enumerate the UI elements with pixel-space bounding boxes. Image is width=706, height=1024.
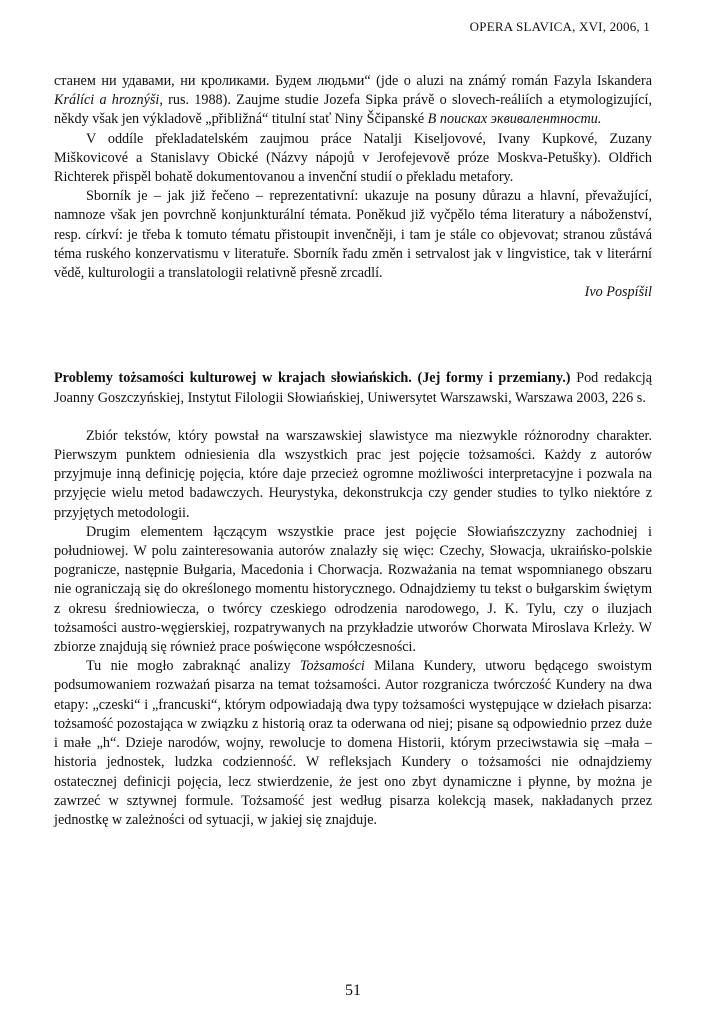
text-run: rus. 1988). Zaujme studie Jozefa Sipka právě o slovech-reáliích a etymologizující, někdy však jen výkladově „přibližná“ titulní stať Niny Ščipanské [54, 92, 652, 128]
review2-book-title: Problemy tożsamości kulturowej w krajach słowiańskich. (Jej formy i przemiany.) [54, 370, 571, 387]
book-title-italic: Králíci a hroznýši, [54, 92, 163, 109]
review2-paragraph-1: Zbiór tekstów, który powstał na warszawskiej slawistyce ma niezwykle różnorodny charakter. Pierwszym punktem odniesienia dla wszystkich prac jest pojęcie tożsamości. Każdy z autorów przyjmuje inną definicję pojęcia, które daje przecież ogromne możliwości interpretacyjne i pozwala na przyjęcie wielu metod badawczych. Heurystyka, dekonstrukcja czy gender studies to tylko niektóre z przyjętych metodologii. [54, 427, 652, 521]
study-title-italic: В поисках эквивалентности. [427, 111, 602, 128]
text-run: Milana Kundery, utworu będącego swoistym podsumowaniem rozważań pisarza na temat tożsamości. Autor rozgranicza twórczość Kundery na dwa etapy: „czeski“ i „francuski“, którym odpowiadają dwa typy tożsamości występujące w dziełach pisarza: tożsamość pozostająca w związku z historią oraz ta oderwana od niej; pisane są odpowiednio przez duże i małe „h“. Dzieje narodów, wojny, rewolucje to domena Historii, którym przeciwstawia się –mała – historia jednostek, ludzka codzienność. W refleksjach Kundery o tożsamości nie odnajdziemy ostatecznej definicji pojęcia, lecz stwierdzenie, że jest ono zbyt dynamiczne i płynne, by można je zawrzeć w sztywnej formule. Tożsamość jest według pisarza kolekcją masek, nakładanych przez jednostkę w zależności od sytuacji, w jakiej się znajduje. [54, 658, 652, 828]
review1-signature: Ivo Pospíšil [584, 284, 652, 301]
review2-paragraph-2: Drugim elementem łączącym wszystkie prace jest pojęcie Słowiańszczyzny zachodniej i południowej. W polu zainteresowania autorów znalazły się więc: Czechy, Słowacja, ukraińsko-polskie pogranicze, następnie Bułgaria, Macedonia i Chorwacja. Rozważania na temat wspomnianego obszaru nie ograniczają się do określonego momentu historycznego. Odnajdziemy tu tekst o bułgarskim świętym z okresu średniowiecza, o twórcy czeskiego odrodzenia narodowego, J. K. Tylu, czy o iluzjach tożsamości austro-węgierskiej, rozpatrywanych na przykładzie utworów Chorwata Miroslava Krleży. W zbiorze znajdują się również prace poświęcone współczesności. [54, 523, 652, 656]
running-header: OPERA SLAVICA, XVI, 2006, 1 [469, 19, 650, 34]
review1-paragraph-1 [54, 72, 652, 130]
review2-bibliographic-info: Pod redakcją Joanny Goszczyńskiej, Instytut Filologii Słowiańskiej, Uniwersytet Warszawski, Warszawa 2003, 226 s. [54, 370, 653, 406]
book-title-italic: Tożsamości [299, 658, 365, 675]
review1-paragraph-2: V oddíle překladatelském zaujmou práce Natalji Kiseljovové, Ivany Kupkové, Zuzany Miškovicové a Stanislavy Obické (Názvy nápojů v Jerofejevově próze Moskva-Petušky). Oldřich Richterek přispěl bohatě dokumentovanou a invenční studií o překladu metafory. [54, 130, 652, 186]
page-body [54, 72, 652, 830]
review1-paragraph-3: Sborník je – jak již řečeno – reprezentativní: ukazuje na posuny důrazu a hlavní, převažující, namnoze však jen povrchně konjunkturální témata. Poněkud již vyčpělo téma literatury a náboženství, resp. církví: je třeba k tomuto tématu přistoupit invenčněji, i tam je stále co objevovat; stranou zůstává téma ruského konzervatismu v literatuře. Sborník řadu změn i setrvalost jak v lingvistice, tak v literární vědě, kulturologii a translatologii relativně přesně zrcadlí. [54, 188, 652, 282]
text-run: станем ни удавами, ни кроликами. Будем людьми“ (jde o aluzi na známý román Fazyla Iskandera [54, 73, 652, 89]
review2-heading [54, 369, 652, 407]
review2-paragraph-3 [54, 657, 652, 830]
heading-spacer [54, 408, 652, 427]
text-run: Tu nie mogło zabraknąć analizy [86, 658, 300, 675]
page-number: 51 [345, 982, 361, 999]
section-spacer [54, 302, 652, 369]
